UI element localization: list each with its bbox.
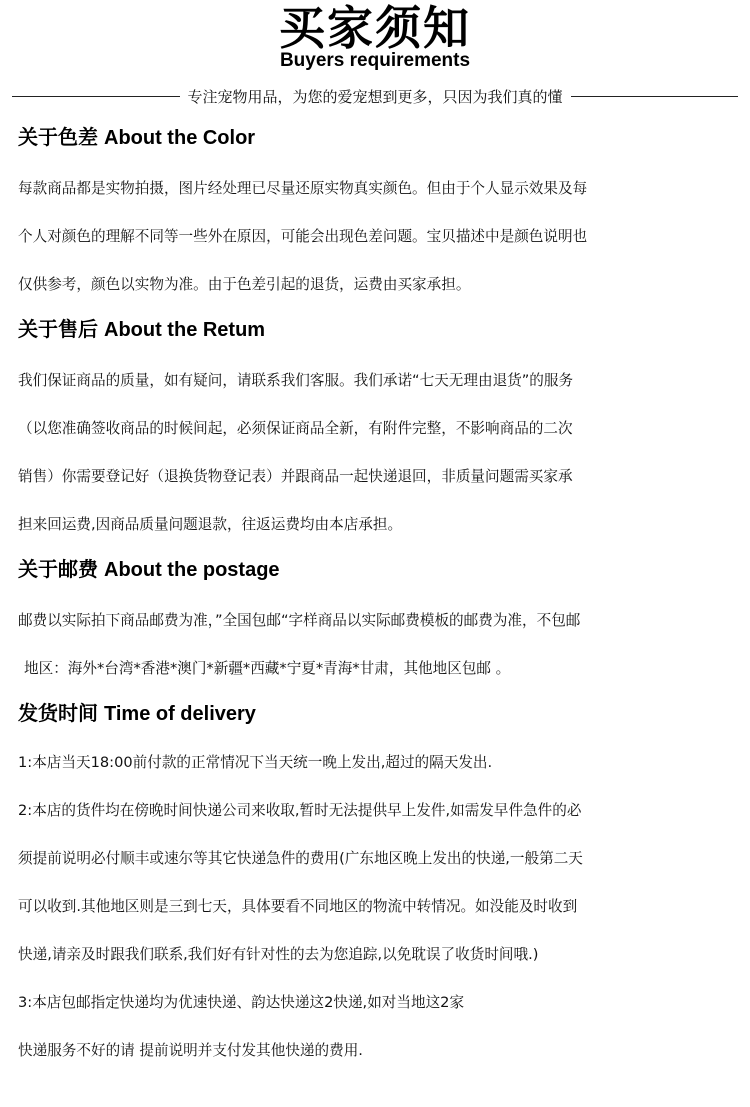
heading-cn: 关于售后 (18, 317, 98, 341)
paragraph-line: 3:本店包邮指定快递均为优速快递、韵达快递这2快递,如对当地这2家 (18, 994, 465, 1011)
page-subtitle: Buyers requirements (279, 50, 471, 71)
tagline-row (12, 84, 738, 108)
tagline: 专注宠物用品，为您的爱宠想到更多，只因为我们真的懂 (187, 87, 563, 106)
paragraph-line: 2:本店的货件均在傍晚时间快递公司来收取,暂时无法提供早上发件,如需发早件急件的必 (18, 802, 582, 819)
section-return (18, 314, 740, 549)
section-heading (18, 698, 740, 729)
paragraph-line: 我们保证商品的质量，如有疑问，请联系我们客服。我们承诺“七天无理由退货”的服务 (18, 372, 574, 389)
paragraph-line: 邮费以实际拍下商品邮费为准，”全国包邮“字样商品以实际邮费模板的邮费为准，不包邮 (18, 612, 581, 629)
paragraph-line: 个人对颜色的理解不同等一些外在原因，可能会出现色差问题。宝贝描述中是颜色说明也 (18, 228, 588, 245)
page-title: 买家须知 (279, 1, 471, 55)
paragraph-line: 仅供参考，颜色以实物为准。由于色差引起的退货，运费由买家承担。 (18, 276, 471, 293)
paragraph-line: 地区：海外*台湾*香港*澳门*新疆*西藏*宁夏*青海*甘肃，其他地区包邮 。 (24, 660, 511, 677)
heading-cn: 关于邮费 (18, 557, 98, 581)
heading-cn: 发货时间 (18, 701, 98, 725)
paragraph-line: 每款商品都是实物拍摄，图片经处理已尽量还原实物真实颜色。但由于个人显示效果及每 (18, 180, 588, 197)
paragraph-line: 销售）你需要登记好（退换货物登记表）并跟商品一起快递退回，非质量问题需买家承 (18, 468, 573, 485)
section-heading (18, 122, 740, 153)
heading-en: About the postage (104, 559, 280, 581)
section-heading (18, 314, 740, 345)
section-delivery (18, 698, 740, 1075)
paragraph-line: 快递服务不好的请 提前说明并支付发其他快递的费用. (18, 1042, 363, 1059)
heading-en: Time of delivery (104, 703, 256, 725)
paragraph-line: 须提前说明必付顺丰或速尔等其它快递急件的费用(广东地区晚上发出的快递,一般第二天 (18, 850, 583, 867)
left-divider (12, 96, 180, 97)
heading-en: About the Retum (104, 319, 266, 341)
paragraph-line: 可以收到.其他地区则是三到七天，具体要看不同地区的物流中转情况。如没能及时收到 (18, 898, 578, 915)
section-postage (18, 554, 740, 693)
section-color (18, 122, 740, 309)
section-heading (18, 554, 740, 585)
paragraph-line: （以您准确签收商品的时候间起，必须保证商品全新，有附件完整，不影响商品的二次 (18, 420, 573, 437)
heading-cn: 关于色差 (18, 125, 98, 149)
heading-en: About the Color (104, 127, 256, 149)
right-divider (571, 96, 739, 97)
paragraph-line: 1:本店当天18:00前付款的正常情况下当天统一晚上发出,超过的隔天发出. (18, 754, 493, 771)
paragraph-line: 快递,请亲及时跟我们联系,我们好有针对性的去为您追踪,以免耽误了收货时间哦.) (18, 946, 539, 963)
paragraph-line: 担来回运费,因商品质量问题退款，往返运费均由本店承担。 (18, 516, 403, 533)
